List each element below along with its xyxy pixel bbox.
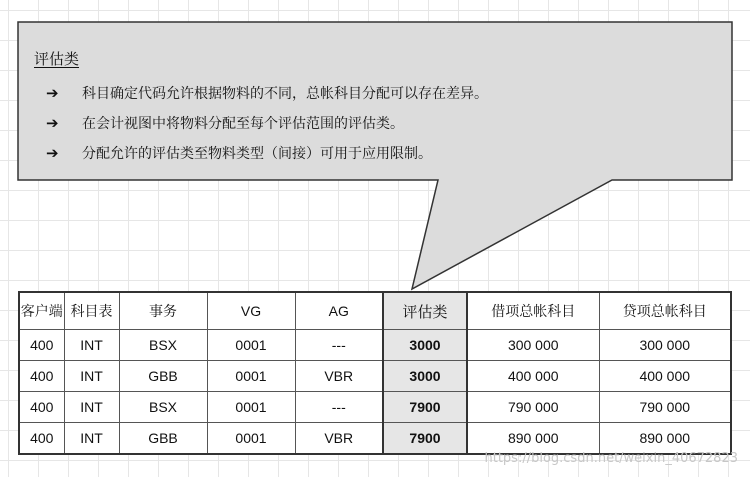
cell-vg: 0001 bbox=[207, 423, 295, 455]
callout-bullet bbox=[34, 138, 488, 168]
callout-bullet bbox=[34, 108, 488, 138]
cell-vg: 0001 bbox=[207, 361, 295, 392]
cell-client: 400 bbox=[19, 423, 64, 455]
header-ag: AG bbox=[295, 292, 383, 330]
cell-credit-gl-account: 790 000 bbox=[599, 392, 731, 423]
arrow-right-icon: ➔ bbox=[46, 84, 59, 102]
cell-debit-gl-account: 790 000 bbox=[467, 392, 599, 423]
cell-vg: 0001 bbox=[207, 392, 295, 423]
cell-chart-of-accounts: INT bbox=[64, 330, 119, 361]
header-valuation-class: 评估类 bbox=[383, 292, 467, 330]
cell-credit-gl-account: 890 000 bbox=[599, 423, 731, 455]
watermark-url: https://blog.csdn.net/weixin_40672823 bbox=[484, 451, 738, 466]
cell-transaction: GBB bbox=[119, 423, 207, 455]
header-debit-gl-account: 借项总帐科目 bbox=[467, 292, 599, 330]
table-row bbox=[19, 361, 731, 392]
cell-transaction: GBB bbox=[119, 361, 207, 392]
cell-ag: --- bbox=[295, 330, 383, 361]
cell-valuation-class: 3000 bbox=[383, 361, 467, 392]
cell-chart-of-accounts: INT bbox=[64, 361, 119, 392]
header-chart-of-accounts: 科目表 bbox=[64, 292, 119, 330]
cell-ag: --- bbox=[295, 392, 383, 423]
cell-debit-gl-account: 890 000 bbox=[467, 423, 599, 455]
header-vg: VG bbox=[207, 292, 295, 330]
table-row bbox=[19, 330, 731, 361]
cell-client: 400 bbox=[19, 330, 64, 361]
cell-vg: 0001 bbox=[207, 330, 295, 361]
callout-bullet bbox=[34, 78, 488, 108]
table-row bbox=[19, 392, 731, 423]
cell-valuation-class: 3000 bbox=[383, 330, 467, 361]
cell-ag: VBR bbox=[295, 423, 383, 455]
callout-content bbox=[34, 48, 488, 168]
cell-valuation-class: 7900 bbox=[383, 392, 467, 423]
header-transaction: 事务 bbox=[119, 292, 207, 330]
cell-client: 400 bbox=[19, 392, 64, 423]
header-credit-gl-account: 贷项总帐科目 bbox=[599, 292, 731, 330]
cell-chart-of-accounts: INT bbox=[64, 392, 119, 423]
cell-transaction: BSX bbox=[119, 330, 207, 361]
callout-title: 评估类 bbox=[34, 50, 80, 68]
cell-client: 400 bbox=[19, 361, 64, 392]
cell-valuation-class: 7900 bbox=[383, 423, 467, 455]
cell-credit-gl-account: 400 000 bbox=[599, 361, 731, 392]
cell-debit-gl-account: 300 000 bbox=[467, 330, 599, 361]
cell-chart-of-accounts: INT bbox=[64, 423, 119, 455]
bullet-text: 在会计视图中将物料分配至每个评估范围的评估类。 bbox=[82, 116, 404, 132]
cell-transaction: BSX bbox=[119, 392, 207, 423]
arrow-right-icon: ➔ bbox=[46, 144, 59, 162]
bullet-text: 分配允许的评估类至物料类型（间接）可用于应用限制。 bbox=[82, 146, 432, 162]
cell-credit-gl-account: 300 000 bbox=[599, 330, 731, 361]
bullet-text: 科目确定代码允许根据物料的不同，总帐科目分配可以存在差异。 bbox=[82, 86, 488, 102]
cell-ag: VBR bbox=[295, 361, 383, 392]
arrow-right-icon: ➔ bbox=[46, 114, 59, 132]
cell-debit-gl-account: 400 000 bbox=[467, 361, 599, 392]
table-header-row bbox=[19, 292, 731, 330]
table-row bbox=[19, 423, 731, 455]
header-client: 客户端 bbox=[19, 292, 64, 330]
account-determination-table bbox=[18, 291, 732, 455]
